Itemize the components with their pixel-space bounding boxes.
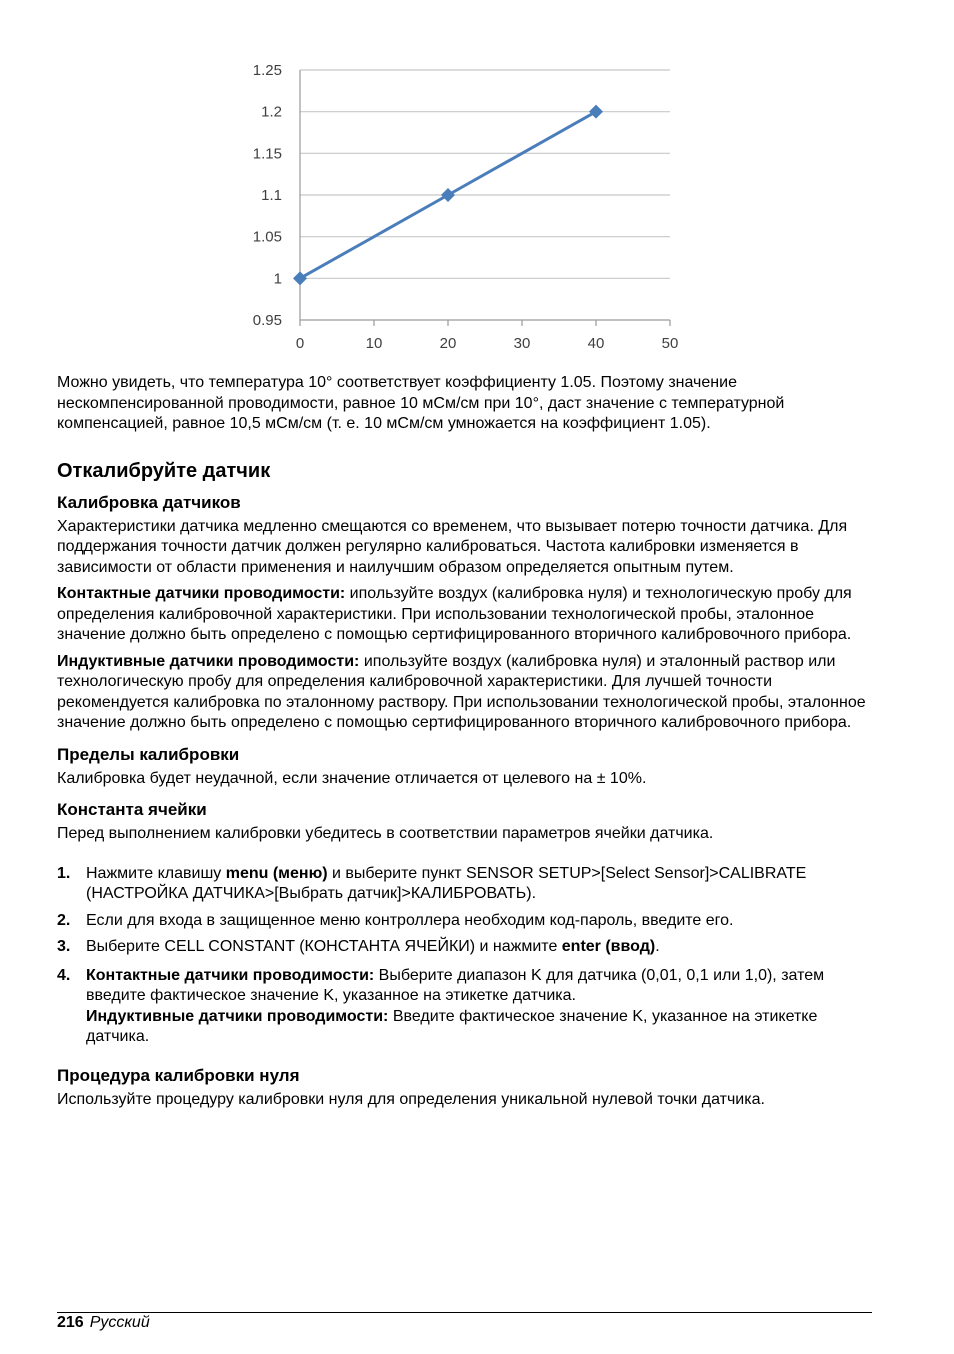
intro-paragraph: Можно увидеть, что температура 10° соответствует коэффициенту 1.05. Поэтому значение нескомпенсированной проводимости, равное 10 мСм/см при 10°, даст значение с температурной компенсацией, равное 10,5 мСм/см (т. е. 10 мСм/см умножается на коэффициент 1.05). <box>57 374 785 432</box>
page-footer <box>57 1313 150 1333</box>
limits-heading: Пределы калибровки <box>57 744 240 764</box>
footer-language: Русский <box>89 1314 150 1331</box>
limits-text: Калибровка будет неудачной, если значение отличается от целевого на ± 10%. <box>57 769 647 787</box>
x-tick-label: 30 <box>513 335 531 352</box>
page-content <box>57 373 869 1110</box>
data-point-marker <box>441 188 455 202</box>
contact-sensors-label: Контактные датчики проводимости: <box>57 585 346 602</box>
step-number: 4. <box>57 966 71 984</box>
step-text: Если для входа в защищенное меню контроллера необходим код-пароль, введите его. <box>86 911 734 929</box>
step-number: 2. <box>57 911 71 929</box>
y-tick-label: 1 <box>273 270 282 288</box>
step-number: 1. <box>57 864 71 882</box>
step-number: 3. <box>57 938 71 955</box>
contact-sensors-text: ипользуйте воздух (калибровка нуля) и технологическую пробу для определения калибровочной характеристики. При использовании технологической пробы, эталонное значение должно быть определено с помощью сертифицированного вторичного калибровочного прибора. <box>57 585 852 643</box>
temperature-coefficient-chart <box>236 56 686 360</box>
x-tick-label: 40 <box>587 335 605 352</box>
cell-constant-heading: Константа ячейки <box>57 800 207 819</box>
step-text: Нажмите клавишу <box>86 864 226 882</box>
contact-sensors-paragraph <box>57 584 869 646</box>
section-title: Откалибруйте датчик <box>57 459 271 482</box>
step-text: Выберите диапазон K для датчика (0,01, 0,1 или 1,0), затем введите фактическое значение K, указанное на этикетке датчика. <box>86 966 825 1004</box>
y-tick-label: 1.2 <box>261 103 282 121</box>
calibration-paragraph: Характеристики датчика медленно смещаются со временем, что вызывает потерю точности датчика. Для поддержания точности датчик должен регулярно калиброваться. Частота калибровки изменяется в зависимости от области применения и наилучшим образом определяется опытным путем. <box>57 517 848 576</box>
step-2 <box>57 911 869 932</box>
y-tick-label: 1.25 <box>252 62 282 79</box>
data-point-marker <box>589 105 603 119</box>
step-text: . <box>655 938 660 955</box>
step-text: и выберите пункт SENSOR SETUP>[Select Sensor]>CALIBRATE (НАСТРОЙКА ДАТЧИКА>[Выбрать датчик]>КАЛИБРОВАТЬ). <box>86 864 807 902</box>
calibration-heading: Калибровка датчиков <box>57 492 241 512</box>
inductive-sensors-text: ипользуйте воздух (калибровка нуля) и эталонный раствор или технологическую пробу для определения калибровочной характеристики. Для лучшей точности рекомендуется калибровка по эталонному раствору. При использовании технологической пробы, эталонное значение должно быть определено с помощью сертифицированного вторичного калибровочного прибора. <box>57 652 866 731</box>
data-point-marker <box>293 271 307 285</box>
step-1 <box>57 864 869 905</box>
y-tick-label: 1.1 <box>261 187 282 204</box>
zero-calibration-heading: Процедура калибровки нуля <box>57 1065 300 1085</box>
step-4 <box>57 966 869 1048</box>
chart-axes <box>300 70 670 326</box>
inductive-sensors-label: Индуктивные датчики проводимости: <box>57 652 360 670</box>
y-tick-label: 0.95 <box>252 312 282 329</box>
page-number: 216 <box>57 1314 84 1331</box>
y-tick-label: 1.05 <box>252 228 282 246</box>
x-tick-label: 50 <box>661 335 679 352</box>
x-tick-label: 20 <box>439 335 457 352</box>
step-text: Выберите CELL CONSTANT (КОНСТАНТА ЯЧЕЙКИ) и нажмите <box>86 938 562 955</box>
x-tick-label: 10 <box>365 335 383 352</box>
inductive-sensors-paragraph <box>57 652 869 734</box>
enter-key-label: enter (ввод) <box>561 938 656 955</box>
zero-calibration-text: Используйте процедуру калибровки нуля для определения уникальной нулевой точки датчика. <box>57 1090 765 1108</box>
step-3 <box>57 937 869 958</box>
y-axis-ticks <box>253 62 282 329</box>
step-text: Введите фактическое значение K, указанное на этикетке датчика. <box>86 1007 818 1045</box>
steps-list <box>57 864 869 1048</box>
menu-key-label: menu (меню) <box>225 864 328 882</box>
inductive-sensors-label: Индуктивные датчики проводимости: <box>86 1007 389 1025</box>
cell-constant-text: Перед выполнением калибровки убедитесь в соответствии параметров ячейки датчика. <box>57 825 714 842</box>
x-tick-label: 0 <box>295 335 305 352</box>
contact-sensors-label: Контактные датчики проводимости: <box>86 966 375 984</box>
y-tick-label: 1.15 <box>252 145 282 163</box>
x-axis-ticks <box>296 335 679 352</box>
footer-rule <box>57 1312 872 1313</box>
